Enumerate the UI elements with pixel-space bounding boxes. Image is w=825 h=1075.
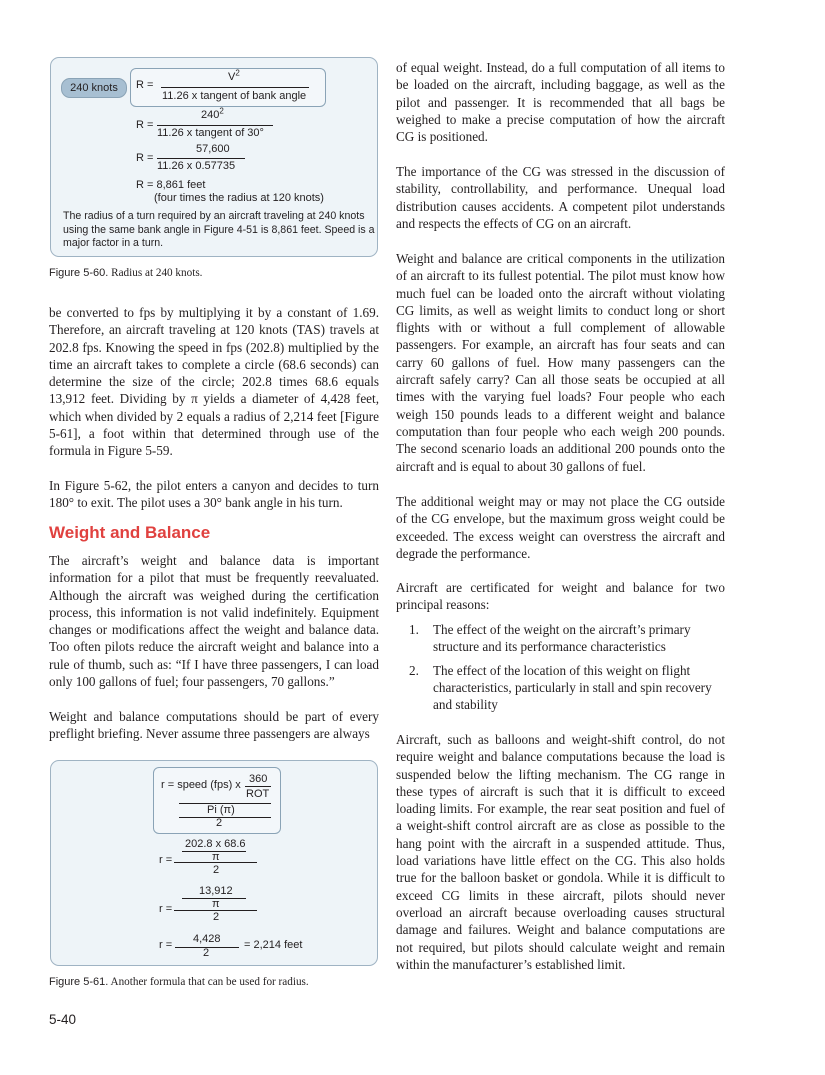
fraction-bar — [157, 125, 273, 126]
formula-360: 360 — [249, 773, 268, 785]
figure-5-60-box — [50, 57, 378, 257]
speed-badge: 240 knots — [61, 78, 127, 98]
figure-note: The radius of a turn required by an aircraft traveling at 240 knots using the same bank angle in Figure 4-51 is 8,861 feet. Speed is a major factor in a turn. — [63, 210, 375, 250]
step1-lhs: R = — [136, 119, 154, 131]
body-paragraph: In Figure 5-62, the pilot enters a canyon and decides to turn 180° to exit. The pilot uses a 30° bank angle in his turn. — [49, 478, 379, 511]
body-paragraph: The aircraft’s weight and balance data is important information for a pilot that must be frequently reevaluated. Although the aircraft was weighed during the certification process, this information is not valid indefinitely. Equipment changes or modifications affect the weight and balance data. Too often pilots reduce the aircraft weight and balance into a rule of thumb, such as: “If I have three passengers, I can load only 100 gallons of fuel; four passengers, 70 gallons.” — [49, 553, 379, 690]
fraction-bar — [179, 817, 271, 818]
formula-rot: ROT — [246, 788, 270, 800]
fraction-bar — [245, 786, 271, 787]
step3-result: = 2,214 feet — [244, 939, 303, 951]
list-item: 1. The effect of the weight on the aircraft’s primary structure and its performance characteristics — [409, 622, 691, 655]
step1-two: 2 — [213, 864, 220, 876]
body-paragraph: The importance of the CG was stressed in the discussion of stability, controllability, and performance. Unequal load distribution causes accidents. A competent pilot understands and respects the effects of CG on an aircraft. — [396, 164, 725, 231]
formula-two: 2 — [216, 817, 223, 829]
body-paragraph: be converted to fps by multiplying it by a constant of 1.69. Therefore, an aircraft traveling at 120 knots (TAS) travels at 202.8 fps. Knowing the speed in fps (202.8) multiplied by the time an aircraft takes to complete a circle (68.6 seconds) can determine the size of the circle; 202.8 times 68.6 equals 13,912 feet. Dividing by π yields a diameter of 4,428 feet, which when divided by 2 equals a radius of 2,214 feet [Figure 5-61], a foot within that determined through use of the formula in Figure 5-59. — [49, 305, 379, 459]
formula-denominator: 11.26 x tangent of bank angle — [162, 90, 307, 102]
fraction-bar — [161, 87, 309, 88]
step1-numerator: 202.8 x 68.6 — [185, 838, 246, 850]
body-paragraph: The additional weight may or may not place the CG outside of the CG envelope, but the maximum gross weight could be exceeded. The excess weight can overstress the aircraft and degrade the performance. — [396, 494, 725, 561]
step1-pi: π — [212, 851, 220, 863]
step2-numerator: 57,600 — [196, 143, 230, 155]
formula-pi: Pi (π) — [207, 804, 235, 816]
body-paragraph: Weight and balance computations should be part of every preflight briefing. Never assume three passengers are always — [49, 709, 379, 742]
step2-pi: π — [212, 898, 220, 910]
step3-denominator: 2 — [203, 947, 210, 959]
reasons-list — [396, 621, 725, 719]
page-number: 5-40 — [49, 1012, 77, 1027]
figure-5-61-caption: Figure 5-61. Another formula that can be used for radius. — [49, 976, 309, 988]
figure-5-61-box — [50, 760, 378, 966]
step1-denominator: 11.26 x tangent of 30° — [157, 127, 264, 139]
step2-two: 2 — [213, 911, 220, 923]
formula-lhs: r = speed (fps) x — [161, 779, 241, 791]
step3-lhs: r = — [159, 939, 173, 951]
step1-numerator: $240^2$ — [201, 106, 224, 121]
step2-lhs: r = — [159, 903, 173, 915]
body-paragraph: Aircraft, such as balloons and weight-shift control, do not require weight and balance computations because the load is suspended below the lifting mechanism. The CG range in these types of aircraft is such that it is difficult to exceed loading limits. For example, the rear seat position and fuel of a weight-shift control aircraft are as close as possible to the hang point with the aircraft in a suspended attitude. Thus, load variations have little effect on the CG. This also holds true for the balloon basket or gondola. While it is difficult to exceed CG limits in these aircraft, pilots should never overload an aircraft because overloading causes structural damage and failures. Weight and balance computations are not required, but pilots should calculate weight and remain within the manufacturer’s established limit. — [396, 732, 725, 972]
body-paragraph: Aircraft are certificated for weight and balance for two principal reasons: — [396, 580, 725, 613]
body-paragraph: Weight and balance are critical components in the utilization of an aircraft to its fullest potential. The pilot must know how much fuel can be loaded onto the aircraft without violating CG limits, as well as weight limits to conduct long or short flights with or without a full complement of allowable passengers. For example, an aircraft has four seats and can carry 60 gallons of fuel. How many passengers can the aircraft safely carry? Can all those seats be occupied at all times with the varying fuel loads? Four people who each weigh 150 pounds leads to a different weight and balance computation than four people who each weigh 200 pounds. The second scenario loads an additional 200 pounds onto the aircraft and is equal to about 30 gallons of fuel. — [396, 251, 725, 474]
step2-lhs: R = — [136, 152, 154, 164]
fraction-bar — [157, 158, 245, 159]
body-paragraph: of equal weight. Instead, do a full computation of all items to be loaded on the aircraft, including baggage, as well as the pilot and passenger. It is recommended that all bags be weighed to make a precise computation of how the aircraft CG is positioned. — [396, 60, 725, 145]
result-note: (four times the radius at 120 knots) — [154, 192, 324, 204]
step3-numerator: 4,428 — [193, 933, 221, 945]
step2-numerator: 13,912 — [199, 885, 233, 897]
figure-5-60-caption: Figure 5-60. Radius at 240 knots. — [49, 267, 203, 279]
step2-denominator: 11.26 x 0.57735 — [157, 160, 236, 172]
list-item: 2. The effect of the location of this weight on flight characteristics, particularly in stall and spin recovery and stability — [409, 662, 712, 713]
formula-lhs: R = — [136, 79, 154, 91]
main-fraction-bar — [174, 862, 257, 863]
result-line: R = 8,861 feet — [136, 179, 206, 191]
step1-lhs: r = — [159, 854, 173, 866]
section-heading: Weight and Balance — [49, 523, 211, 542]
formula-numerator: $V^2$ — [228, 68, 240, 83]
